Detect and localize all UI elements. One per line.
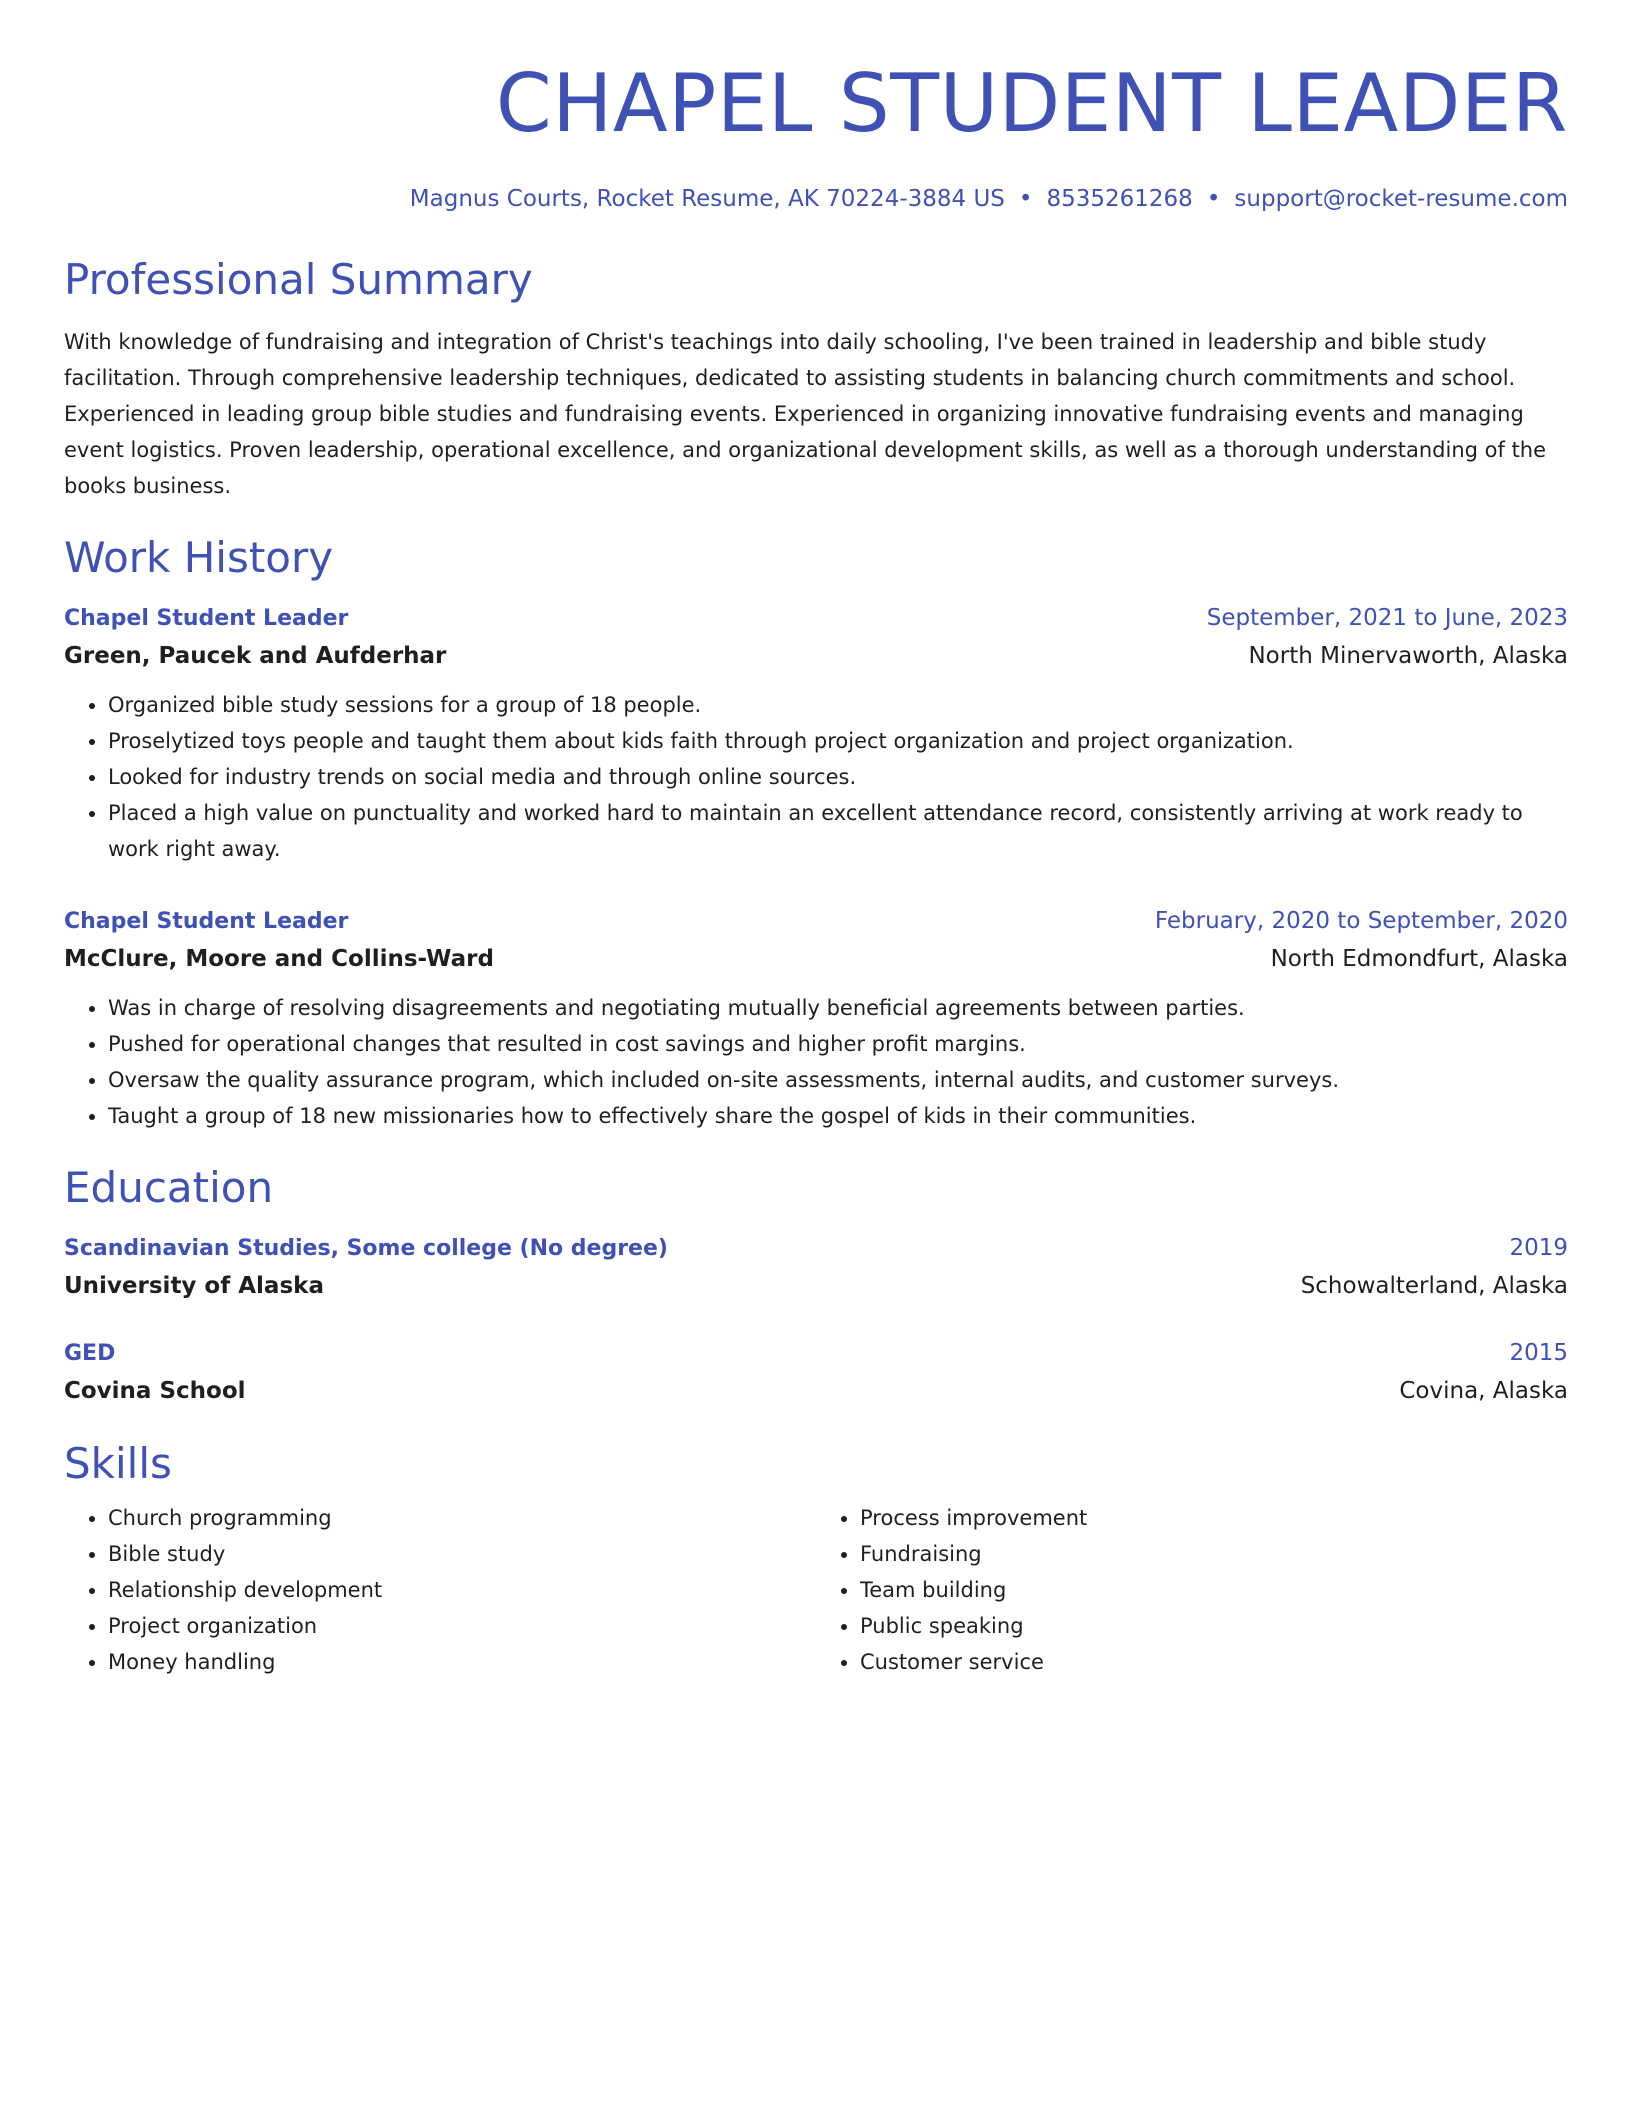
skill-item: • Team building	[860, 1572, 1568, 1608]
skills-column-right	[816, 1500, 1568, 1680]
education-entry	[64, 1335, 1568, 1410]
work-entry	[64, 600, 1568, 867]
education-entry-subheader	[64, 1372, 1568, 1410]
education-entry-header	[64, 1230, 1568, 1267]
company-name: Green, Paucek and Aufderhar	[64, 643, 447, 669]
skill-item: • Customer service	[860, 1644, 1568, 1680]
job-dates: February, 2020 to September, 2020	[1154, 908, 1568, 934]
job-location: North Minervaworth, Alaska	[1248, 643, 1568, 669]
work-entry-header	[64, 903, 1568, 940]
skill-item: • Project organization	[108, 1608, 816, 1644]
job-bullet: • Placed a high value on punctuality and worked hard to maintain an excellent attendance record, consistently arriving at work ready to work right away.	[108, 795, 1568, 867]
job-bullet: • Was in charge of resolving disagreements and negotiating mutually beneficial agreements between parties.	[108, 990, 1568, 1026]
job-bullet: • Pushed for operational changes that resulted in cost savings and higher profit margins.	[108, 1026, 1568, 1062]
education-entry-header	[64, 1335, 1568, 1372]
candidate-name: CHAPEL STUDENT LEADER	[495, 57, 1568, 150]
work-entry-subheader	[64, 637, 1568, 675]
contact-email[interactable]: support@rocket-resume.com	[1234, 186, 1568, 212]
skills-list	[816, 1500, 1568, 1680]
section-title-skills: Skills	[64, 1439, 172, 1488]
degree-name: GED	[64, 1341, 116, 1366]
job-bullet: • Proselytized toys people and taught them about kids faith through project organization and project organization.	[108, 723, 1568, 759]
job-bullet: • Oversaw the quality assurance program, which included on-site assessments, internal audits, and customer surveys.	[108, 1062, 1568, 1098]
school-name: University of Alaska	[64, 1273, 324, 1299]
job-title: Chapel Student Leader	[64, 909, 349, 934]
school-location: Schowalterland, Alaska	[1300, 1273, 1568, 1299]
skill-item: • Money handling	[108, 1644, 816, 1680]
contact-separator: •	[1018, 186, 1033, 212]
skill-item: • Public speaking	[860, 1608, 1568, 1644]
education-entry	[64, 1230, 1568, 1305]
summary-paragraph: With knowledge of fundraising and integration of Christ's teachings into daily schooling, I've been trained in leadership and bible study facilitation. Through comprehensive leadership techniques, dedicated to assisting students in balancing church commitments and school. Experienced in leading group bible studies and fundraising events. Experienced in organizing innovative fundraising events and managing event logistics. Proven leadership, operational excellence, and organizational development skills, as well as a thorough understanding of the books business.	[64, 330, 1547, 498]
skill-item: • Church programming	[108, 1500, 816, 1536]
skill-item: • Bible study	[108, 1536, 816, 1572]
skill-item: • Fundraising	[860, 1536, 1568, 1572]
graduation-year: 2015	[1509, 1340, 1568, 1366]
job-title: Chapel Student Leader	[64, 606, 349, 631]
contact-line	[64, 184, 1568, 214]
contact-address: Magnus Courts, Rocket Resume, AK 70224-3884 US	[409, 186, 1005, 212]
work-entry	[64, 903, 1568, 1134]
work-entry-header	[64, 600, 1568, 637]
job-bullet: • Looked for industry trends on social media and through online sources.	[108, 759, 1568, 795]
job-bullet-list	[64, 687, 1568, 867]
work-entry-subheader	[64, 940, 1568, 978]
graduation-year: 2019	[1509, 1235, 1568, 1261]
skill-item: • Process improvement	[860, 1500, 1568, 1536]
job-location: North Edmondfurt, Alaska	[1270, 946, 1568, 972]
section-title-work-history: Work History	[64, 533, 334, 582]
skill-item: • Relationship development	[108, 1572, 816, 1608]
job-dates: September, 2021 to June, 2023	[1206, 605, 1568, 631]
education-entry-subheader	[64, 1267, 1568, 1305]
resume-header	[64, 56, 1568, 214]
skills-column-left	[64, 1500, 816, 1680]
school-location: Covina, Alaska	[1399, 1378, 1568, 1404]
company-name: McClure, Moore and Collins-Ward	[64, 946, 494, 972]
skills-columns	[64, 1500, 1568, 1680]
degree-name: Scandinavian Studies, Some college (No degree)	[64, 1236, 668, 1261]
section-title-education: Education	[64, 1163, 274, 1212]
skills-list	[64, 1500, 816, 1680]
school-name: Covina School	[64, 1378, 246, 1404]
contact-phone: 8535261268	[1046, 186, 1193, 212]
section-title-summary: Professional Summary	[64, 255, 533, 304]
job-bullet: • Organized bible study sessions for a group of 18 people.	[108, 687, 1568, 723]
job-bullet: • Taught a group of 18 new missionaries how to effectively share the gospel of kids in their communities.	[108, 1098, 1568, 1134]
job-bullet-list	[64, 990, 1568, 1134]
contact-separator: •	[1206, 186, 1221, 212]
